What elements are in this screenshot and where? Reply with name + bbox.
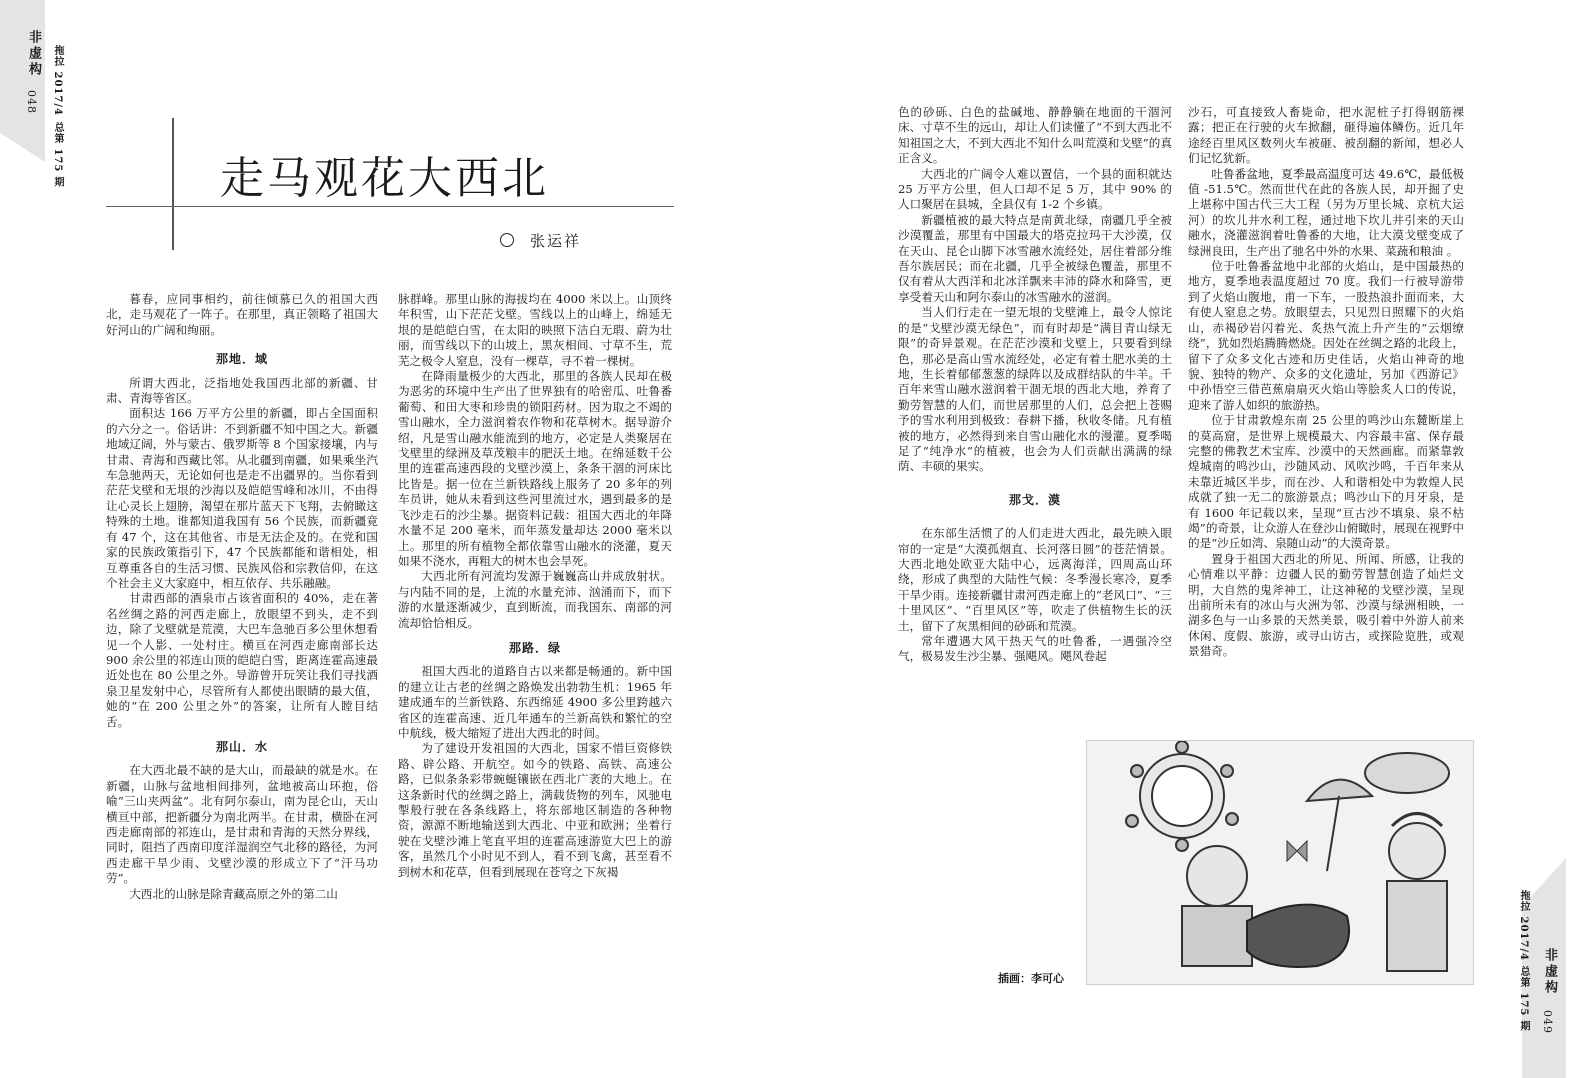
article-title: 走马观花大西北 [220, 153, 549, 204]
paragraph: 大西北的山脉是除青藏高原之外的第二山 [129, 886, 338, 901]
paragraph: 吐鲁番盆地，夏季最高温度可达 49.6℃，最低极值 -51.5℃。然而世代在此的各族人民，却开掘了史上堪称中国古代三大工程（另为万里长城、京杭大运河）的坎儿井水利工程，通过地下坎儿井引来的天山融水，浇灌滋润着吐鲁番的大地，让大漠戈壁变成了绿洲良田，生产出了驰名中外的水果、菜蔬和粮油 。 [1188, 166, 1464, 258]
section-heading: 那地．域 [215, 352, 268, 367]
paragraph: 脉群峰。那里山脉的海拔均在 4000 米以上。山顶终年积雪，山下茫茫戈壁。雪线以上的山峰上，绵延无垠的是皑皑白雪，在太阳的映照下洁白无瑕、蔚为壮丽，而雪线以下的山坡上，黑灰相间、寸草不生，荒芜之极令人窒息，没有一棵草，寻不着一棵树。 [398, 292, 672, 368]
article-author: 张运祥 [530, 232, 582, 250]
paragraph: 当人们行走在一望无垠的戈壁滩上，最令人惊诧的是“戈壁沙漠无绿色”，而有时却是“满目青山绿无限”的奇异景观。在茫茫沙漠和戈壁上，只要看到绿色，那必是高山雪水流经处，必定有着土肥水美的土地，生长着郁郁葱葱的绿阵以及成群结队的牛羊。千百年来雪山融水滋润着干涸无垠的西北大地，养育了勤劳智慧的人们，而世居那里的人们，总会把上苍赐予的雪水利用到极致：春耕下播，秋收冬储。凡有植被的地方，必然得到来自雪山融化水的漫灌。夏季喝足了“纯净水”的植被，也会为人们贡献出满满的绿荫、丰硕的果实。 [898, 305, 1172, 474]
section-heading: 那山．水 [215, 739, 268, 754]
column-4 [1188, 105, 1464, 660]
left-magazine-label: 拖拉 2017/4 [52, 45, 63, 116]
paragraph: 置身于祖国大西北的所见、所闻、所感，让我的心情难以平静：边疆人民的勤劳智慧创造了灿烂文明，大自然的鬼斧神工，让这神秘的戈壁沙漠，呈现出前所未有的冰山与火洲为邻、沙漠与绿洲相映，一湖多色与一山多景的天然美景，吸引着中外游人前来休闲、度假、旅游，或寻山访古，或探险览胜，或观景猎奇。 [1188, 551, 1464, 659]
title-vertical-rule [172, 118, 174, 250]
left-page-number: 048 [25, 90, 38, 114]
title-horizontal-rule [106, 206, 674, 207]
paragraph: 大西北的广阔令人难以置信，一个县的面积就达 25 万平方公里，但人口却不足 5 万，其中 90% 的人口聚居在县城，全县仅有 1-2 个乡镇。 [898, 166, 1172, 212]
column-2 [398, 292, 672, 880]
author-circle-icon [500, 233, 514, 247]
paragraph: 所谓大西北，泛指地处我国西北部的新疆、甘肃、青海等省区。 [106, 375, 378, 406]
paragraph: 色的砂砾、白色的盐碱地、静静躺在地面的干涸河床、寸草不生的远山，却让人们读懂了“不到大西北不知祖国之大，不到大西北不知什么叫荒漠和戈壁”的真正含义。 [898, 105, 1172, 166]
illustration-credit: 插画：李可心 [998, 972, 1064, 985]
paragraph: 位于甘肃敦煌东南 25 公里的鸣沙山东麓断崖上的莫高窟，是世界上规模最大、内容最丰富、保存最完整的佛教艺术宝库、沙漠中的天然画廊。而紧靠敦煌城南的鸣沙山，沙随风动、风吹沙鸣，千百年来从未靠近城区半步，而在沙、人和谐相处中为敦煌人民成就了独一无二的旅游景点；鸣沙山下的月牙泉，是有 1600 年记载以来，呈现“亘古沙不填泉、泉不枯竭”的奇景，让众游人在登沙山俯瞰时，展现在视野中的是“沙丘如湾、泉随山动”的大漠奇景。 [1188, 413, 1464, 551]
paragraph: 新疆植被的最大特点是南黄北绿，南疆几乎全被沙漠覆盖，那里有中国最大的塔克拉玛干大沙漠，仅在天山、昆仑山脚下冰雪融水流经处，居住着部分维吾尔族居民；而在北疆，几乎全被绿色覆盖，那里不仅有着从大西洋和北冰洋飘来丰沛的降水和降雪，更享受着天山和阿尔泰山的冰雪融水的滋润。 [898, 212, 1172, 304]
right-section-label: 非虚构 [1542, 948, 1557, 996]
paragraph: 沙石，可直接致人畜毙命，把水泥桩子打得钢筋裸露；把正在行驶的火车掀翻，砸得遍体鳞伤。近几年途经百里风区数列火车被砸、被刮翻的新闻，想必人们记忆犹新。 [1188, 105, 1464, 166]
paragraph: 在降雨量极少的大西北，那里的各族人民却在极为恶劣的环境中生产出了世界独有的哈密瓜、吐鲁番葡萄、和田大枣和珍贵的锁阳药材。因为取之不竭的雪山融水，全力滋润着农作物和花草树木。据导游介绍，凡是雪山融水能流到的地方，必定是人类聚居在戈壁里的绿洲及草茂粮丰的肥沃土地。在绵延数千公里的连霍高速西段的戈壁沙漠上，条条干涸的河床比比皆是。据一位在兰新铁路线上服务了 20 多年的列车员讲，她从未看到这些河里流过水，遇到最多的是飞沙走石的沙尘暴。据资料记载：祖国大西北的年降水量不足 200 毫米，而年蒸发量却达 2000 毫米以上。那里的所有植物全都依靠雪山融水的浇灌，夏天如果不浇水，再粗大的树木也会旱死。 [398, 369, 672, 568]
column-3 [898, 105, 1172, 665]
left-section-label: 非虚构 [26, 30, 41, 78]
column-1 [106, 292, 378, 902]
right-magazine-label: 拖拉 2017/4 [1518, 890, 1529, 961]
paragraph: 暮春，应同事相约，前往倾慕已久的祖国大西北，走马观花了一阵子。在那里，真正领略了祖国大好河山的广阔和绚丽。 [106, 292, 378, 337]
paragraph: 大西北所有河流均发源于巍巍高山并成放射状。与内陆不同的是，上流的水量充沛、汹涌而下，而下游的水量逐渐减少，直到断流，而我国东、南部的河流却恰恰相反。 [398, 569, 672, 630]
paragraph: 位于吐鲁番盆地中北部的火焰山，是中国最热的地方，夏季地表温度超过 70 度。我们一行被导游带到了火焰山腹地，甫一下车，一股热浪扑面而来，大有使人窒息之势。放眼望去，只见烈日照耀下的火焰山，赤褐砂岩闪着光、炙热气流上升产生的“云烟缭绕”，犹如烈焰腾腾燃烧。因处在丝绸之路的北段上，留下了众多文化古迹和历史佳话，火焰山神奇的地貌、独特的物产、众多的文化遗址，另加《西游记》中孙悟空三借芭蕉扇扇灭火焰山等脍炙人口的传说，迎来了游人如织的旅游热。 [1188, 259, 1464, 412]
right-issue-label: 总第 175 期 [1518, 966, 1529, 1032]
paragraph: 面积达 166 万平方公里的新疆，即占全国面积的六分之一。俗话讲：不到新疆不知中国之大。新疆地域辽阔，外与蒙古、俄罗斯等 8 个国家接壤，内与甘肃、青海和西藏比邻。从北疆到南疆，如果乘坐汽车急驰两天，无论如何也是走不出疆界的。当你看到茫茫戈壁和无垠的沙海以及皑皑雪峰和冰川，不由得让心灵长上翅膀，渴望在那片蓝天下飞翔，去俯瞰这特殊的土地。谁都知道我国有 56 个民族，而新疆竟有 47 个，这在其他省、市是无法企及的。在党和国家的民族政策指引下，47 个民族都能和谐相处，相互尊重各自的生活习惯、民族风俗和宗教信仰，在这个社会主义大家庭中，相互依存、共乐融融。 [106, 406, 378, 590]
left-section-tab [0, 0, 45, 162]
paragraph: 祖国大西北的道路自古以来都是畅通的。新中国的建立让古老的丝绸之路焕发出勃勃生机：1965 年建成通车的兰新铁路、东西绵延 4900 多公里跨越六省区的连霍高速、近几年通车的兰新高铁和繁忙的空中航线，极大缩短了进出大西北的时间。 [398, 664, 672, 740]
illustration [1086, 740, 1474, 985]
illustration-drawing [1087, 741, 1473, 984]
left-issue-label: 总第 175 期 [52, 122, 63, 188]
paragraph: 常年遭遇大风干热天气的吐鲁番，一遇强冷空气，极易发生沙尘暴、强飓风。飓风卷起 [898, 634, 1172, 664]
section-heading: 那戈．漠 [1008, 492, 1061, 507]
paragraph: 为了建设开发祖国的大西北，国家不惜巨资修铁路、辟公路、开航空。如今的铁路、高铁、高速公路，已似条条彩带蜿蜒镶嵌在西北广袤的大地上。在这条新时代的丝绸之路上，满载货物的列车，风驰电掣般行驶在各条线路上，将东部地区制造的各种物资，源源不断地输送到大西北、中亚和欧洲；坐着行驶在戈壁沙滩上笔直平坦的连霍高速游览大巴上的游客，虽然几个小时见不到人，看不到飞禽，甚至看不到树木和花草，但看到展现在苍穹之下灰褐 [398, 741, 672, 879]
paragraph: 甘肃西部的酒泉市占该省面积的 40%，走在著名丝绸之路的河西走廊上，放眼望不到头，走不到边，除了戈壁就是荒漠，大巴车急驰百多公里休想看见一个人影、一处村庄。横亘在河西走廊南部长达 900 余公里的祁连山顶的皑皑白雪，距离连霍高速最近处也在 80 公里之外。导游曾开玩笑让我们寻找酒泉卫星发射中心，尽管所有人都使出眼睛的最大值，她的“在 200 公里之外”的答案，让所有人瞠目结舌。 [106, 591, 378, 729]
right-page-number: 049 [1541, 1010, 1554, 1034]
paragraph: 在大西北最不缺的是大山，而最缺的就是水。在新疆，山脉与盆地相间排列，盆地被高山环抱，俗喻“三山夹两盆”。北有阿尔泰山，南为昆仑山，天山横亘中部，把新疆分为南北两半。在甘肃，横卧在河西走廊南部的祁连山，是甘肃和青海的天然分界线，同时，阻挡了西南印度洋湿润空气北移的路径，为河西走廊干旱少雨、戈壁沙漠的形成立下了“汗马功劳”。 [106, 763, 378, 886]
paragraph: 在东部生活惯了的人们走进大西北，最先映入眼帘的一定是“大漠孤烟直、长河落日圆”的苍茫情景。大西北地处欧亚大陆中心，远离海洋，四周高山环绕，形成了典型的大陆性气候：冬季漫长寒冷，夏季干旱少雨。连接新疆甘肃河西走廊上的“老风口”、“三十里风区”、“百里风区”等，吹走了供植物生长的沃土，留下了灰黑相间的砂砾和荒漠。 [898, 526, 1172, 633]
section-heading: 那路．绿 [508, 640, 561, 655]
